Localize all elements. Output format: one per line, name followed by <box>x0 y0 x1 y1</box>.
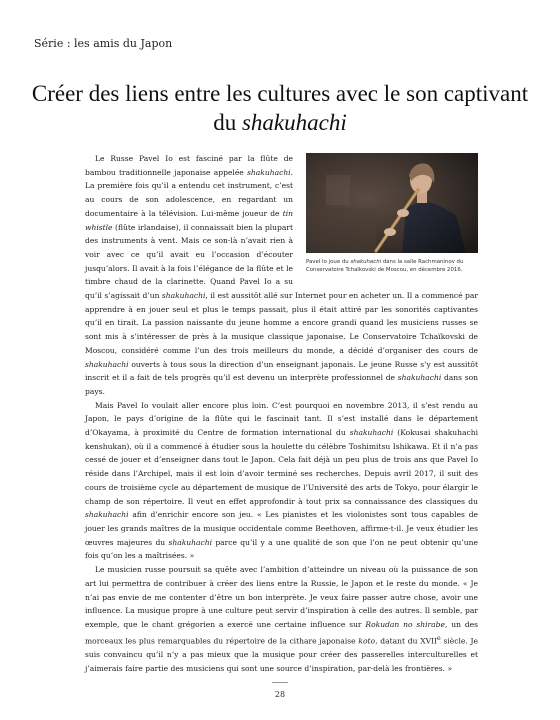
paragraph-1: Le Russe Pavel Io est fasciné par la flûte de bambou traditionnelle japonaise appelée shakuhachi. La première fois qu’il a entendu cet instrument, c’est au cours de son adolescence, en regardant un documentaire à la télévision. Lui-même joueur de tin whistle (flûte irlandaise), il connaissait bien la plupart des instruments à vent. Mais ce son-là n’avait rien à voir avec ce qu’il avait eu l’occasion d’écouter jusqu’alors. Il avait à la fois l’élégance de la flûte et le timbre chaud de la clarinette. Quand Pavel Io a su qu’il s’agissait d’un shakuhachi, il est aussitôt allé sur Internet pour en acheter un. Il a commencé par apprendre à en jouer seul et plus le temps passait, plus il était attiré par les sonorités captivantes qu’il en tirait. La passion naissante du jeune homme a encore grandi quand les musiciens russes se sont mis à s’intéresser de près à la musique classique japonaise. Le Conservatoire Tchaïkovski de Moscou, considéré comme l’un des trois meilleurs du monde, a décidé d’organiser des cours de shakuhachi ouverts à tous sous la direction d’un enseignant japonais. Le jeune Russe s’y est aussitôt inscrit et il a fait de tels progrès qu’il est devenu un interprète professionnel de shakuhachi dans son pays. <box>85 154 478 396</box>
figure <box>306 153 478 274</box>
paragraph-2: Mais Pavel Io voulait aller encore plus loin. C’est pourquoi en novembre 2013, il s’est rendu au Japon, le pays d’origine de la flûte qui le fascinait tant. Il s’est installé dans le département d’Okayama, à proximité du Centre de formation international du shakuhachi (Kokusai shakuhachi kenshukan), où il a commencé à étudier sous la houlette du célèbre Toshimitsu Ishikawa. Et il n’a pas cessé de jouer et d’enseigner dans tout le Japon. Cela fait déjà un peu plus de trois ans que Pavel Io réside dans l’Archipel, mais il est loin d’avoir terminé ses recherches. Depuis avril 2017, il suit des cours de troisième cycle au département de musique de l’Université des arts de Tokyo, pour élargir le champ de son répertoire. Il veut en effet approfondir à tout prix sa connaissance des classiques du shakuhachi afin d’enrichir encore son jeu. « Les pianistes et les violonistes sont tous capables de jouer les grands maîtres de la musique occidentale comme Beethoven, affirme-t-il. Je veux étudier les œuvres majeures du shakuhachi parce qu’il y a une qualité de son que l’on ne peut obtenir qu’une fois qu’on les a maîtrisées. » <box>85 400 478 561</box>
photo-flute-player <box>306 153 478 253</box>
page-number-rule <box>272 682 288 683</box>
series-label: Série : les amis du Japon <box>34 37 173 50</box>
article-title: Créer des liens entre les cultures avec le son captivant du shakuhachi <box>31 81 529 136</box>
article-body <box>85 152 478 675</box>
photo-caption: Pavel Io joue du shakuhachi dans la salle Rachmaninov du Conservatoire Tchaïkovski de Moscou, en décembre 2016. <box>306 259 464 273</box>
paragraph-3: Le musicien russe poursuit sa quête avec l’ambition d’atteindre un niveau où la puissance de son art lui permettra de contribuer à créer des liens entre la Russie, le Japon et le reste du monde. « Je n’ai pas envie de me contenter d’être un bon interprète. Je veux faire passer autre chose, avoir une influence. La musique propre à une culture peut servir d’inspiration à celle des autres. Il semble, par exemple, que le chant grégorien a exercé une certaine influence sur Rokudan no shirabe, un des morceaux les plus remarquables du répertoire de la cithare japonaise koto, datant du XVIIe siècle. Je suis convaincu qu’il n’y a pas mieux que la musique pour créer des passerelles interculturelles et j’aimerais faire partie des musiciens qui sont une source d’inspiration, par-delà les frontières. » <box>85 565 478 673</box>
title-term: shakuhachi <box>241 110 347 136</box>
page-number: 28 <box>274 690 286 699</box>
